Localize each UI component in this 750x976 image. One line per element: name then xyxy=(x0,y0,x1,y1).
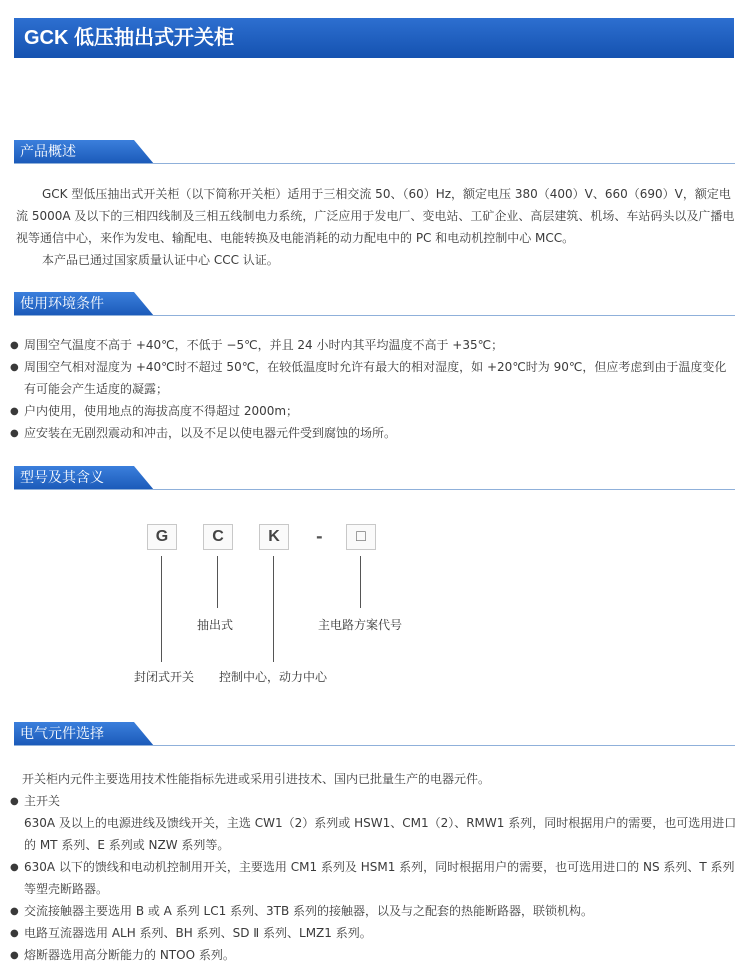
list-item xyxy=(10,812,738,856)
components-intro: 开关柜内元件主要选用技术性能指标先进或采用引进技术、国内已批量生产的电器元件。 xyxy=(22,772,491,786)
section-rule xyxy=(14,163,735,164)
bullet-icon: ● xyxy=(10,428,19,439)
bullet-icon: ● xyxy=(10,862,19,873)
section-title-components: 电气元件选择 xyxy=(20,726,104,742)
section-header-environment xyxy=(14,292,735,318)
code-dash: - xyxy=(316,527,323,546)
label-drawout: 抽出式 xyxy=(197,618,234,632)
list-item: ● 熔断器选用高分断能力的 NTOO 系列。 xyxy=(10,944,738,966)
list-item: ● 周围空气温度不高于 +40℃，不低于 −5℃，并且 24 小时内其平均温度不高于 +35℃； xyxy=(10,334,738,356)
connector-box xyxy=(360,556,361,608)
list-item xyxy=(10,790,738,812)
main-switch-text: 630A 及以上的电源进线及馈线开关，主选 CW1（2）系列或 HSW1、CM1（2）、RMW1 系列，同时根据用户的需要，也可选用进口的 MT 系列、E 系列或 NZW 系列等。 xyxy=(24,816,737,852)
section-rule xyxy=(14,315,735,316)
code-placeholder-box: □ xyxy=(346,524,376,550)
page-title: GCK 低压抽出式开关柜 xyxy=(14,18,734,58)
list-item: ● 户内使用，使用地点的海拔高度不得超过 2000m； xyxy=(10,400,738,422)
bullet-icon: ● xyxy=(10,796,19,807)
section-title-overview: 产品概述 xyxy=(20,144,76,160)
section-header-model xyxy=(14,466,735,492)
environment-list xyxy=(10,334,738,444)
list-item: ● 应安装在无剧烈震动和冲击，以及不足以使电器元件受到腐蚀的场所。 xyxy=(10,422,738,444)
label-control-center: 控制中心，动力中心 xyxy=(219,670,328,684)
section-rule xyxy=(14,489,735,490)
components-list xyxy=(10,790,738,966)
bullet-icon: ● xyxy=(10,928,19,939)
code-letter-c: C xyxy=(203,524,233,550)
bullet-icon: ● xyxy=(10,340,19,351)
connector-g xyxy=(161,556,162,662)
code-letter-g: G xyxy=(147,524,177,550)
main-switch-title: 主开关 xyxy=(24,794,61,808)
certification-paragraph: 本产品已通过国家质量认证中心 CCC 认证。 xyxy=(42,253,279,267)
section-title-environment: 使用环境条件 xyxy=(20,296,104,312)
overview-paragraph: GCK 型低压抽出式开关柜（以下简称开关柜）适用于三相交流 50、（60）Hz，额定电压 380（400）V、660（690）V，额定电流 5000A 及以下的三相四线制及三相五线制电力系统，广泛应用于发电厂、变电站、工矿企业、高层建筑、机场、车站码头以及广播电视等通信中心，来作为发电、输配电、电能转换及电能消耗的动力配电中的 PC 和电动机控制中心 MCC。 xyxy=(16,187,735,245)
connector-c xyxy=(217,556,218,608)
list-item: ● 周围空气相对湿度为 +40℃时不超过 50℃，在较低温度时允许有最大的相对湿度，如 +20℃时为 90℃，但应考虑到由于温度变化有可能会产生适度的凝露； xyxy=(10,356,738,400)
bullet-icon: ● xyxy=(10,950,19,961)
bullet-icon: ● xyxy=(10,406,19,417)
section-title-model: 型号及其含义 xyxy=(20,470,104,486)
list-item: ● 电路互流器选用 ALH 系列、BH 系列、SD Ⅱ 系列、LMZ1 系列。 xyxy=(10,922,738,944)
bullet-icon: ● xyxy=(10,906,19,917)
list-item: ● 交流接触器主要选用 B 或 A 系列 LC1 系列、3TB 系列的接触器，以及与之配套的热能断路器，联锁机构。 xyxy=(10,900,738,922)
list-item: ● 630A 以下的馈线和电动机控制用开关，主要选用 CM1 系列及 HSM1 系列，同时根据用户的需要，也可选用进口的 NS 系列、T 系列等塑壳断路器。 xyxy=(10,856,738,900)
section-rule xyxy=(14,745,735,746)
connector-k xyxy=(273,556,274,662)
section-header-components xyxy=(14,722,735,748)
section-header-overview xyxy=(14,140,735,166)
bullet-icon: ● xyxy=(10,362,19,373)
label-enclosed-switch: 封闭式开关 xyxy=(134,670,195,684)
code-letter-k: K xyxy=(259,524,289,550)
label-circuit-scheme: 主电路方案代号 xyxy=(318,618,403,632)
